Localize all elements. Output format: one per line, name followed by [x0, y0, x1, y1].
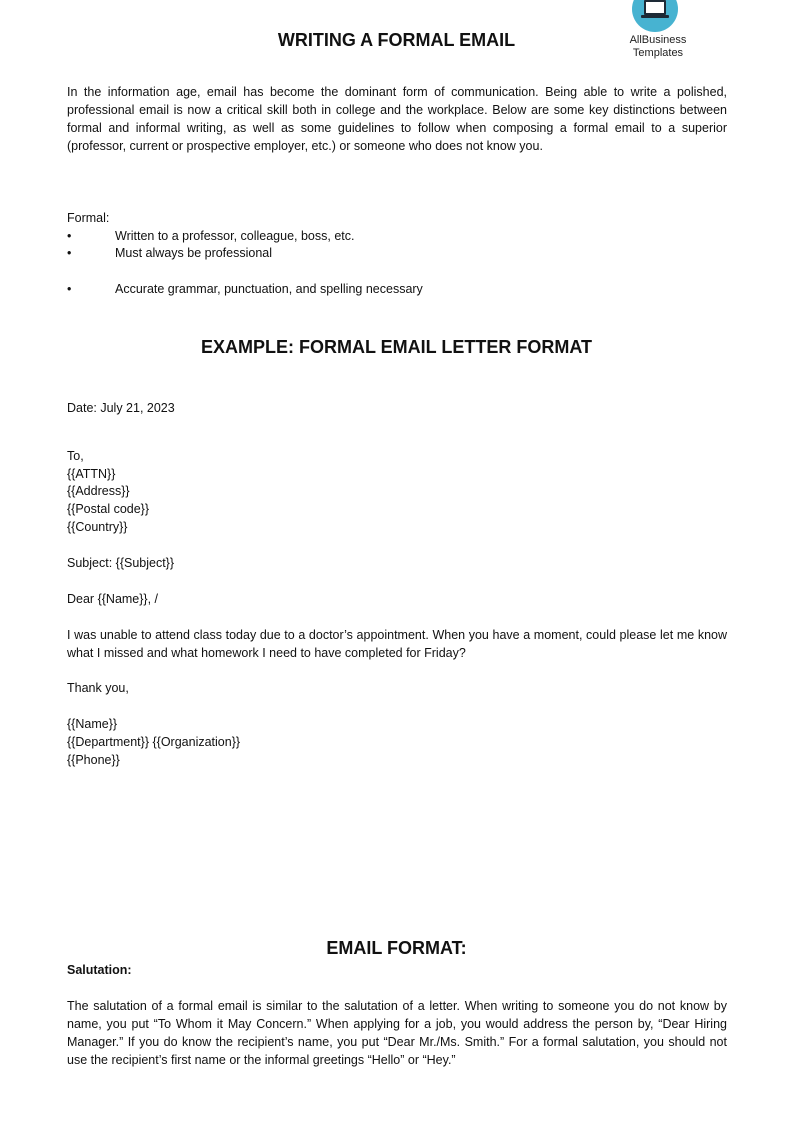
- letter-body: I was unable to attend class today due to a doctor’s appointment. When you have a moment, could please let me know what I missed and what homework I need to have completed for Friday?: [67, 628, 727, 660]
- logo-line-2: Templates: [632, 47, 684, 59]
- letter-to: To,: [67, 449, 84, 463]
- intro-paragraph: In the information age, email has become the dominant form of communication. Being able to write a polished, professional email is now a critical skill both in college and the workplace. Below are some key distinctions between formal and informal writing, as well as some guidelines to follow when composing a formal email to a superior (professor, current or prospective employer, etc.) or someone who does not know you.: [67, 85, 727, 153]
- laptop-icon: [632, 0, 678, 32]
- bullet: •: [67, 229, 72, 243]
- list-item-text: Must always be professional: [115, 246, 273, 260]
- salutation-label: Salutation:: [67, 963, 132, 977]
- bullet: •: [67, 246, 72, 260]
- salutation-paragraph: The salutation of a formal email is similar to the salutation of a letter. When writing to someone you do not know by name, you put “To Whom it May Concern.” When applying for a job, you would address the person by, “Dear Hiring Manager.” If you do know the recipient’s name, you put “Dear Mr./Ms. Smith.” For a formal salutation, you should not use the recipient’s first name or the informal greetings “Hello” or “Hey.”: [67, 999, 727, 1067]
- letter-date: Date: July 21, 2023: [67, 401, 175, 415]
- bullet: •: [67, 282, 72, 296]
- letter-phone: {{Phone}}: [67, 753, 120, 767]
- letter-country: {{Country}}: [67, 520, 128, 534]
- logo-line-1: AllBusiness: [629, 34, 687, 46]
- list-item: [67, 227, 354, 245]
- letter-greeting: Dear {{Name}}, /: [67, 592, 159, 606]
- letter-signature-name: {{Name}}: [67, 717, 118, 731]
- letter-postal-code: {{Postal code}}: [67, 502, 150, 516]
- list-item-text: Written to a professor, colleague, boss, etc.: [115, 229, 355, 243]
- letter-attn: {{ATTN}}: [67, 467, 116, 481]
- letter-department-organization: {{Department}} {{Organization}}: [67, 735, 241, 749]
- example-heading: EXAMPLE: FORMAL EMAIL LETTER FORMAT: [201, 337, 592, 357]
- list-item: [67, 244, 272, 262]
- list-item-text: Accurate grammar, punctuation, and spelling necessary: [115, 282, 423, 296]
- letter-address: {{Address}}: [67, 484, 130, 498]
- letter-subject: Subject: {{Subject}}: [67, 556, 175, 570]
- page-title: WRITING A FORMAL EMAIL: [277, 30, 516, 50]
- list-item: [67, 280, 423, 298]
- letter-closing: Thank you,: [67, 681, 129, 695]
- formal-label: Formal:: [67, 211, 110, 225]
- email-format-heading: EMAIL FORMAT:: [326, 938, 467, 958]
